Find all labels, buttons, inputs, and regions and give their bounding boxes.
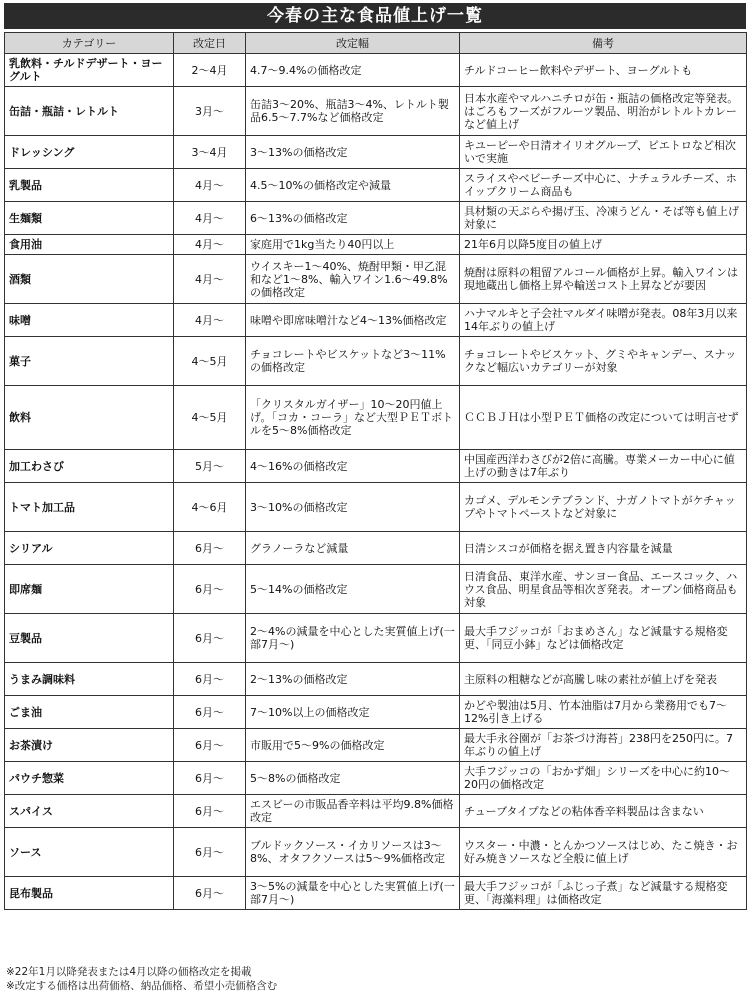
row-range: 家庭用で1kg当たり40円以上 xyxy=(246,235,460,255)
row-note: 焼酎は原料の粗留アルコール価格が上昇。輸入ワインは現地蔵出し価格上昇や輸送コスト上昇などが要因 xyxy=(460,255,747,304)
row-date: 3～4月 xyxy=(174,136,246,169)
row-range: 5～8%の価格改定 xyxy=(246,762,460,795)
row-range: 4.7～9.4%の価格改定 xyxy=(246,54,460,87)
row-category: 即席麺 xyxy=(5,565,174,614)
row-date: 4～6月 xyxy=(174,483,246,532)
row-note: ハナマルキと子会社マルダイ味噌が発表。08年3月以来14年ぶりの値上げ xyxy=(460,304,747,337)
header-category: カテゴリー xyxy=(5,33,174,54)
row-range: チョコレートやビスケットなど3～11%の価格改定 xyxy=(246,337,460,386)
row-date: 6月～ xyxy=(174,663,246,696)
row-date: 5月～ xyxy=(174,450,246,483)
table-row xyxy=(5,828,747,877)
table-row xyxy=(5,136,747,169)
table-row xyxy=(5,532,747,565)
row-range: 4.5～10%の価格改定や減量 xyxy=(246,169,460,202)
table-row xyxy=(5,696,747,729)
header-note: 備考 xyxy=(460,33,747,54)
header-range: 改定幅 xyxy=(246,33,460,54)
row-category: 加工わさび xyxy=(5,450,174,483)
row-date: 6月～ xyxy=(174,729,246,762)
row-range: 5～14%の価格改定 xyxy=(246,565,460,614)
price-increase-table xyxy=(4,32,747,910)
row-range: ブルドックソース・イカリソースは3～8%、オタフクソースは5～9%価格改定 xyxy=(246,828,460,877)
table-row xyxy=(5,386,747,450)
table-header-row xyxy=(5,33,747,54)
table-row xyxy=(5,795,747,828)
row-note: 日清食品、東洋水産、サンヨー食品、エースコック、ハウス食品、明星食品等相次ぎ発表。オープン価格商品も対象 xyxy=(460,565,747,614)
row-category: パウチ惣菜 xyxy=(5,762,174,795)
row-note: 21年6月以降5度目の値上げ xyxy=(460,235,747,255)
row-date: 2～4月 xyxy=(174,54,246,87)
row-range: 市販用で5～9%の価格改定 xyxy=(246,729,460,762)
row-date: 4月～ xyxy=(174,235,246,255)
table-row xyxy=(5,877,747,910)
row-category: 食用油 xyxy=(5,235,174,255)
row-range: 3～10%の価格改定 xyxy=(246,483,460,532)
row-note: 中国産西洋わさびが2倍に高騰。専業メーカー中心に値上げの動きは7年ぶり xyxy=(460,450,747,483)
row-range: 7～10%以上の価格改定 xyxy=(246,696,460,729)
row-note: 最大手フジッコが「おまめさん」など減量する規格変更、「同豆小鉢」などは価格改定 xyxy=(460,614,747,663)
row-note: ウスター・中濃・とんかつソースはじめ、たこ焼き・お好み焼きソースなど全般に値上げ xyxy=(460,828,747,877)
row-date: 6月～ xyxy=(174,614,246,663)
row-note: チルドコーヒー飲料やデザート、ヨーグルトも xyxy=(460,54,747,87)
row-date: 6月～ xyxy=(174,877,246,910)
table-row xyxy=(5,614,747,663)
footnote: ※改定する価格は出荷価格、納品価格、希望小売価格含む xyxy=(6,980,278,992)
row-note: 具材類の天ぷらや揚げ玉、冷凍うどん・そば等も値上げ対象に xyxy=(460,202,747,235)
row-date: 4月～ xyxy=(174,255,246,304)
table-row xyxy=(5,565,747,614)
row-range: 6～13%の価格改定 xyxy=(246,202,460,235)
row-category: スパイス xyxy=(5,795,174,828)
row-date: 6月～ xyxy=(174,762,246,795)
table-body xyxy=(5,54,747,910)
row-note: チョコレートやビスケット、グミやキャンデー、スナックなど幅広いカテゴリーが対象 xyxy=(460,337,747,386)
row-date: 6月～ xyxy=(174,828,246,877)
table-row xyxy=(5,762,747,795)
row-category: 生麺類 xyxy=(5,202,174,235)
footnotes xyxy=(6,965,277,993)
footnote: ※22年1月以降発表または4月以降の価格改定を掲載 xyxy=(6,966,252,978)
row-category: お茶漬け xyxy=(5,729,174,762)
row-category: 昆布製品 xyxy=(5,877,174,910)
row-category: 乳飲料・チルドデザート・ヨーグルト xyxy=(5,54,174,87)
table-row xyxy=(5,202,747,235)
row-range: 缶詰3～20%、瓶詰3～4%、レトルト製品6.5～7.7%など価格改定 xyxy=(246,87,460,136)
row-note: キユーピーや日清オイリオグループ、ピエトロなど相次いで実施 xyxy=(460,136,747,169)
row-date: 6月～ xyxy=(174,795,246,828)
table-row xyxy=(5,304,747,337)
row-category: 缶詰・瓶詰・レトルト xyxy=(5,87,174,136)
row-note: 主原料の粗糖などが高騰し味の素社が値上げを発表 xyxy=(460,663,747,696)
row-note: 日本水産やマルハニチロが缶・瓶詰の価格改定等発表。はごろもフーズがフルーツ製品、明治がレトルトカレーなど値上げ xyxy=(460,87,747,136)
row-category: シリアル xyxy=(5,532,174,565)
row-note: 日清シスコが価格を据え置き内容量を減量 xyxy=(460,532,747,565)
row-category: トマト加工品 xyxy=(5,483,174,532)
row-note: カゴメ、デルモンテブランド、ナガノトマトがケチャップやトマトペーストなど対象に xyxy=(460,483,747,532)
row-note: かどや製油は5月、竹本油脂は7月から業務用でも7～12%引き上げる xyxy=(460,696,747,729)
table-row xyxy=(5,87,747,136)
row-date: 3月～ xyxy=(174,87,246,136)
row-date: 6月～ xyxy=(174,696,246,729)
table-row xyxy=(5,663,747,696)
table-row xyxy=(5,255,747,304)
table-row xyxy=(5,729,747,762)
row-range: グラノーラなど減量 xyxy=(246,532,460,565)
row-note: スライスやベビーチーズ中心に、ナチュラルチーズ、ホイップクリーム商品も xyxy=(460,169,747,202)
row-range: ウイスキー1～40%、焼酎甲類・甲乙混和など1～8%、輸入ワイン1.6～49.8%の価格改定 xyxy=(246,255,460,304)
row-category: 飲料 xyxy=(5,386,174,450)
row-note: 最大手フジッコが「ふじっ子煮」など減量する規格変更、「海藻料理」は価格改定 xyxy=(460,877,747,910)
row-category: 菓子 xyxy=(5,337,174,386)
page-title: 今春の主な食品値上げ一覧 xyxy=(4,3,746,29)
row-date: 4～5月 xyxy=(174,386,246,450)
row-range: 4～16%の価格改定 xyxy=(246,450,460,483)
row-note: ＣＣＢＪＨは小型ＰＥＴ価格の改定については明言せず xyxy=(460,386,747,450)
row-category: 酒類 xyxy=(5,255,174,304)
row-category: ドレッシング xyxy=(5,136,174,169)
row-date: 4月～ xyxy=(174,169,246,202)
table-row xyxy=(5,235,747,255)
table-row xyxy=(5,483,747,532)
header-date: 改定日 xyxy=(174,33,246,54)
row-category: うまみ調味料 xyxy=(5,663,174,696)
row-category: 味噌 xyxy=(5,304,174,337)
row-date: 6月～ xyxy=(174,532,246,565)
row-range: 3～13%の価格改定 xyxy=(246,136,460,169)
row-date: 6月～ xyxy=(174,565,246,614)
row-range: 3～5%の減量を中心とした実質値上げ(一部7月～) xyxy=(246,877,460,910)
row-category: ソース xyxy=(5,828,174,877)
row-note: 大手フジッコの「おかず畑」シリーズを中心に約10～20円の価格改定 xyxy=(460,762,747,795)
row-date: 4月～ xyxy=(174,304,246,337)
row-range: 2～4%の減量を中心とした実質値上げ(一部7月～) xyxy=(246,614,460,663)
row-range: 味噌や即席味噌汁など4～13%価格改定 xyxy=(246,304,460,337)
row-date: 4～5月 xyxy=(174,337,246,386)
table-row xyxy=(5,169,747,202)
table-row xyxy=(5,450,747,483)
row-note: チューブタイプなどの粘体香辛料製品は含まない xyxy=(460,795,747,828)
row-range: 2～13%の価格改定 xyxy=(246,663,460,696)
table-row xyxy=(5,54,747,87)
row-range: エスビーの市販品香辛料は平均9.8%価格改定 xyxy=(246,795,460,828)
row-note: 最大手永谷園が「お茶づけ海苔」238円を250円に。7年ぶりの値上げ xyxy=(460,729,747,762)
row-category: ごま油 xyxy=(5,696,174,729)
row-category: 乳製品 xyxy=(5,169,174,202)
row-category: 豆製品 xyxy=(5,614,174,663)
row-date: 4月～ xyxy=(174,202,246,235)
row-range: 「クリスタルガイザー」10～20円値上げ。「コカ・コーラ」など大型ＰＥＴボトルを5～8%価格改定 xyxy=(246,386,460,450)
table-row xyxy=(5,337,747,386)
